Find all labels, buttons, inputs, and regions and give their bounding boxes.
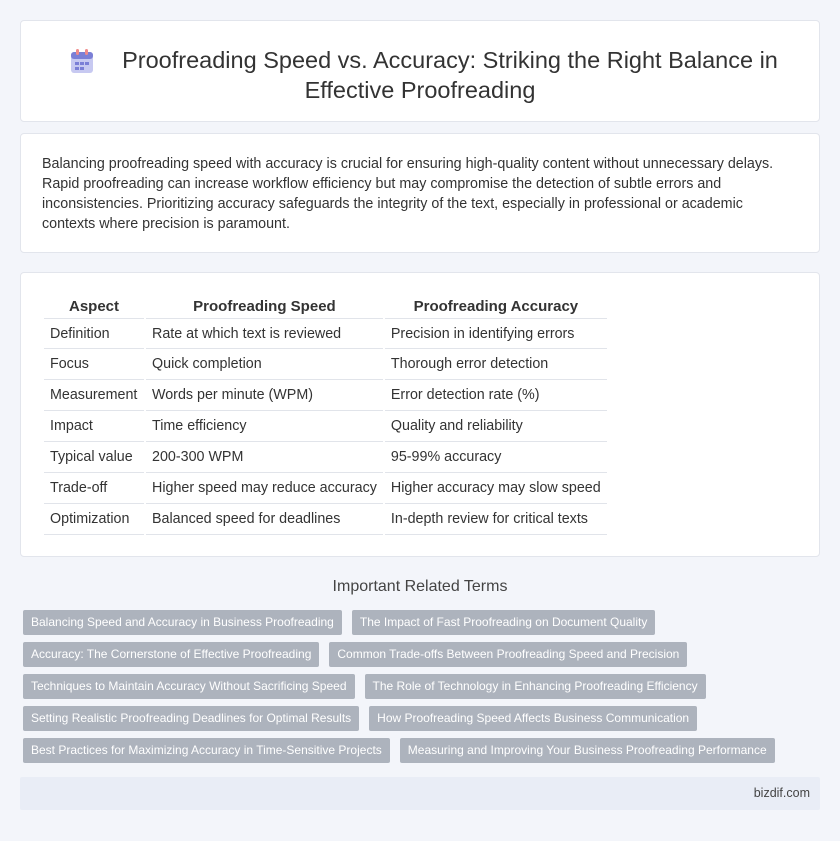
related-term-link[interactable]: Setting Realistic Proofreading Deadlines for Optimal Results xyxy=(23,706,359,731)
table-cell-aspect: Optimization xyxy=(44,504,144,535)
table-cell-speed: Words per minute (WPM) xyxy=(146,380,383,411)
related-terms-row xyxy=(23,674,813,706)
table-cell-accuracy: Quality and reliability xyxy=(385,411,607,442)
related-terms-row xyxy=(23,642,813,674)
column-header-aspect: Aspect xyxy=(68,298,120,315)
intro-paragraph: Balancing proofreading speed with accuracy is crucial for ensuring high-quality content without unnecessary delays. Rapid proofreading can increase workflow efficiency but may compromise the detection of subtle errors and inconsistencies. Prioritizing accuracy safeguards the integrity of the text, especially in professional or academic contexts where precision is paramount. xyxy=(42,156,774,232)
related-terms-row xyxy=(23,738,813,770)
table-cell-speed: Balanced speed for deadlines xyxy=(146,504,383,535)
table-cell-accuracy: Error detection rate (%) xyxy=(385,380,607,411)
table-cell-speed: Rate at which text is reviewed xyxy=(146,318,383,349)
related-terms-list xyxy=(23,610,813,770)
related-term-link[interactable]: Techniques to Maintain Accuracy Without Sacrificing Speed xyxy=(23,674,355,699)
table-cell-speed: Time efficiency xyxy=(146,411,383,442)
column-header-accuracy: Proofreading Accuracy xyxy=(413,298,579,315)
page-title-line2: Effective Proofreading xyxy=(304,77,536,103)
related-terms-heading: Important Related Terms xyxy=(332,578,508,595)
table-cell-aspect: Definition xyxy=(44,318,144,349)
comparison-card xyxy=(20,272,820,557)
related-terms-row xyxy=(23,610,813,642)
table-cell-accuracy: In-depth review for critical texts xyxy=(385,504,607,535)
related-term-link[interactable]: How Proofreading Speed Affects Business Communication xyxy=(369,706,697,731)
table-cell-accuracy: 95-99% accuracy xyxy=(385,442,607,473)
related-term-link[interactable]: Common Trade-offs Between Proofreading Speed and Precision xyxy=(329,642,687,667)
related-term-link[interactable]: The Role of Technology in Enhancing Proofreading Efficiency xyxy=(365,674,706,699)
table-cell-aspect: Measurement xyxy=(44,380,144,411)
table-cell-aspect: Typical value xyxy=(44,442,144,473)
table-row xyxy=(44,442,607,473)
table-row xyxy=(44,318,607,349)
footer xyxy=(20,777,820,810)
related-term-link[interactable]: Accuracy: The Cornerstone of Effective Proofreading xyxy=(23,642,319,667)
table-cell-accuracy: Higher accuracy may slow speed xyxy=(385,473,607,504)
table-cell-aspect: Impact xyxy=(44,411,144,442)
table-cell-aspect: Focus xyxy=(44,349,144,380)
table-cell-accuracy: Precision in identifying errors xyxy=(385,318,607,349)
table-cell-speed: 200-300 WPM xyxy=(146,442,383,473)
title-card xyxy=(20,20,820,122)
related-term-link[interactable]: Best Practices for Maximizing Accuracy in Time-Sensitive Projects xyxy=(23,738,390,763)
related-term-link[interactable]: The Impact of Fast Proofreading on Document Quality xyxy=(352,610,655,635)
footer-site: bizdif.com xyxy=(753,786,810,800)
table-cell-aspect: Trade-off xyxy=(44,473,144,504)
table-cell-accuracy: Thorough error detection xyxy=(385,349,607,380)
table-cell-speed: Quick completion xyxy=(146,349,383,380)
intro-card xyxy=(20,133,820,253)
table-row xyxy=(44,473,607,504)
page-title xyxy=(21,45,819,105)
table-row xyxy=(44,380,607,411)
table-row xyxy=(44,411,607,442)
table-header-row xyxy=(44,294,607,318)
related-terms-row xyxy=(23,706,813,738)
table-row xyxy=(44,349,607,380)
page-title-line1: Proofreading Speed vs. Accuracy: Striking the Right Balance in xyxy=(122,47,778,73)
table-row xyxy=(44,504,607,535)
related-term-link[interactable]: Balancing Speed and Accuracy in Business Proofreading xyxy=(23,610,342,635)
table-cell-speed: Higher speed may reduce accuracy xyxy=(146,473,383,504)
comparison-table xyxy=(42,294,609,535)
column-header-speed: Proofreading Speed xyxy=(193,298,336,315)
related-term-link[interactable]: Measuring and Improving Your Business Proofreading Performance xyxy=(400,738,775,763)
